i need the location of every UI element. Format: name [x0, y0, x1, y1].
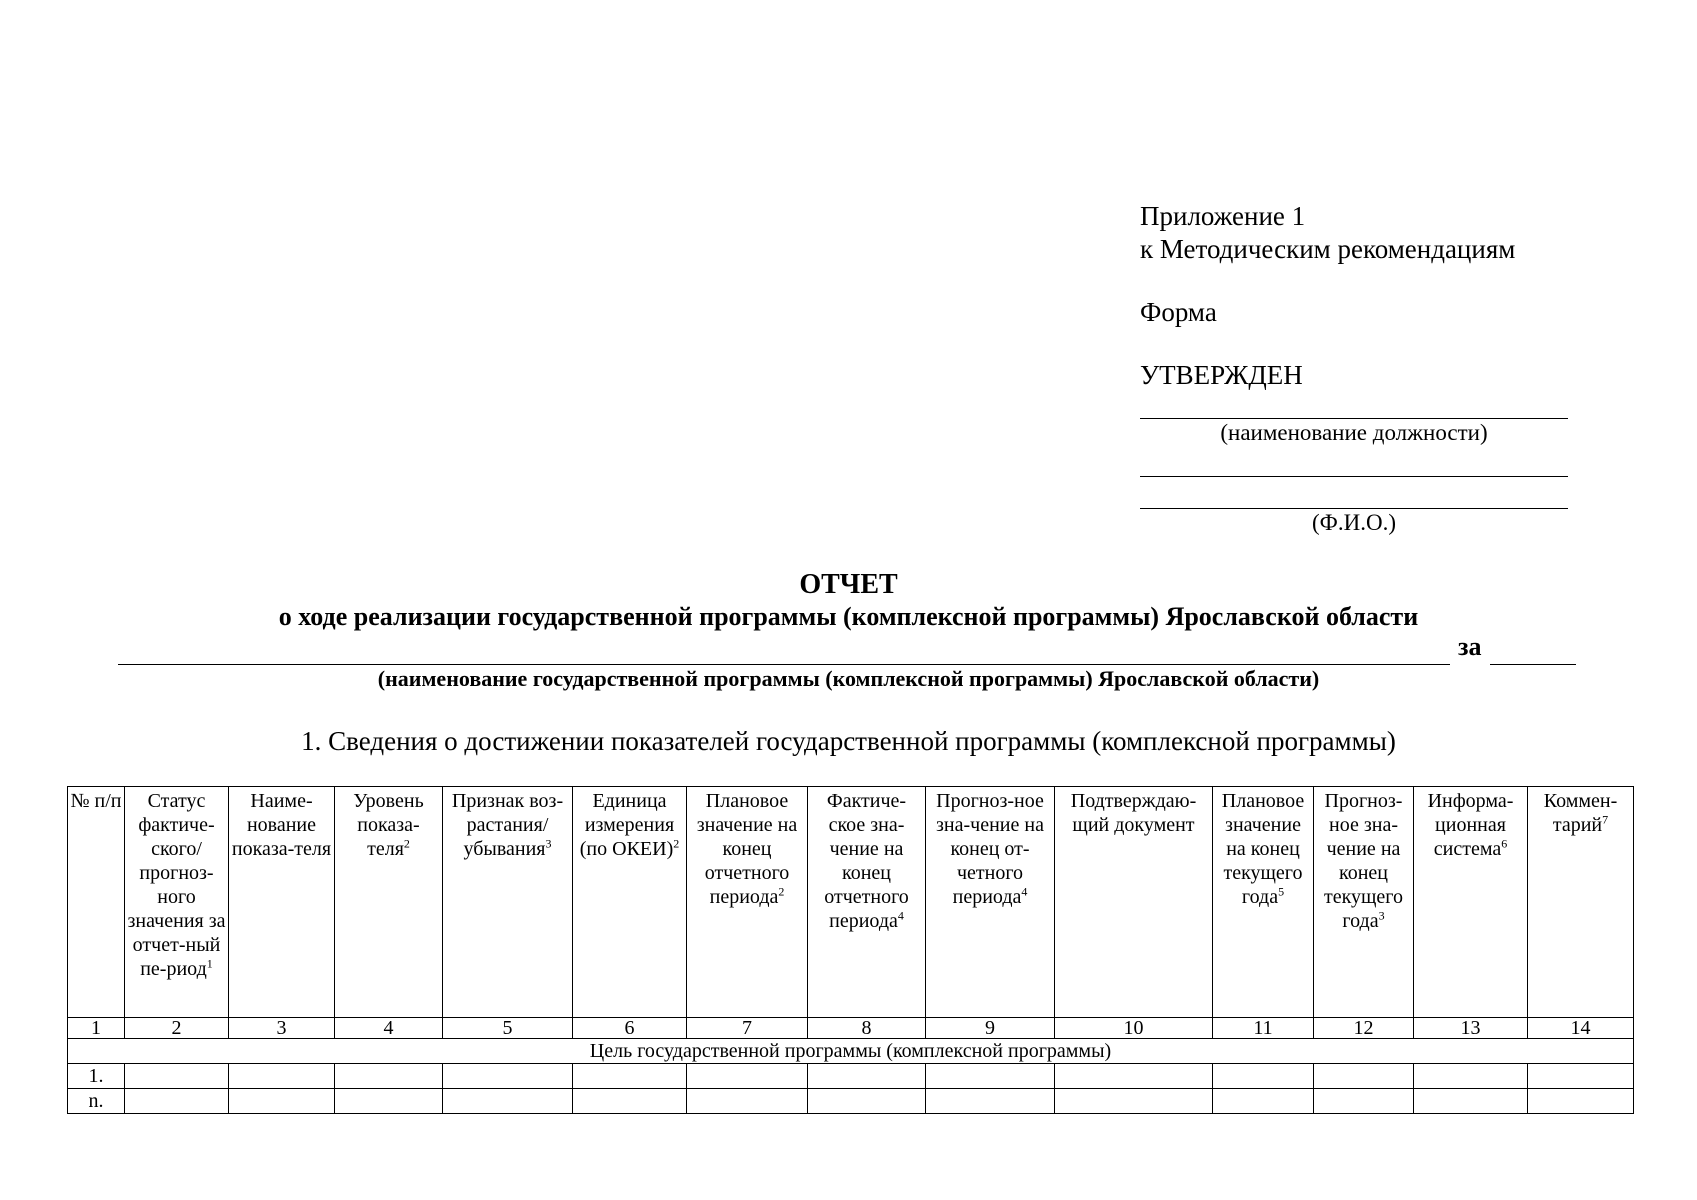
position-extra-line [1140, 476, 1568, 477]
table-cell [808, 1089, 926, 1114]
column-number: 2 [125, 1018, 229, 1039]
table-cell [335, 1064, 443, 1089]
form-label: Форма [1140, 297, 1217, 327]
goal-row [68, 1039, 1634, 1064]
table-cell [573, 1089, 687, 1114]
fio-signature-line [1140, 508, 1568, 509]
header-cell: Статус фактиче-ского/ прогноз-ного значения за отчет-ный пе-риод$^1$ [125, 787, 229, 1018]
column-number: 13 [1414, 1018, 1528, 1039]
column-number: 4 [335, 1018, 443, 1039]
table-cell [1213, 1089, 1314, 1114]
table-cell [1314, 1064, 1414, 1089]
goal-cell: Цель государственной программы (комплексной программы) [68, 1039, 1634, 1064]
header-cell: № п/п [68, 787, 125, 1018]
row-number: 1. [68, 1064, 125, 1089]
report-title: ОТЧЕТ [799, 569, 898, 600]
row-number: n. [68, 1089, 125, 1114]
header-cell: Коммен-тарий$^7$ [1528, 787, 1634, 1018]
table-cell [926, 1064, 1055, 1089]
table-cell [125, 1064, 229, 1089]
table-cell [573, 1064, 687, 1089]
table-cell [808, 1064, 926, 1089]
program-name-line [118, 664, 1450, 665]
header-cell: Подтверждаю-щий документ [1055, 787, 1213, 1018]
column-number: 1 [68, 1018, 125, 1039]
header-cell: Плановое значение на конец текущего года$^5$ [1213, 787, 1314, 1018]
position-caption: (наименование должности) [1220, 420, 1488, 445]
header-cell: Наиме-нование показа-теля [229, 787, 335, 1018]
table-cell [1414, 1089, 1528, 1114]
column-number: 3 [229, 1018, 335, 1039]
column-number: 5 [443, 1018, 573, 1039]
table-cell [1528, 1089, 1634, 1114]
table-cell [1528, 1064, 1634, 1089]
column-number: 8 [808, 1018, 926, 1039]
column-number: 12 [1314, 1018, 1414, 1039]
column-number: 9 [926, 1018, 1055, 1039]
table-cell [229, 1064, 335, 1089]
table-cell [1414, 1064, 1528, 1089]
table-cell [926, 1089, 1055, 1114]
header-row [68, 787, 1634, 1018]
header-cell: Фактиче-ское зна-чение на конец отчетного периода$^4$ [808, 787, 926, 1018]
period-label: за [1458, 632, 1482, 661]
header-cell: Прогноз-ное зна-чение на конец от-четного периода$^4$ [926, 787, 1055, 1018]
appendix-line-1: Приложение 1 [1140, 201, 1306, 231]
table-cell [229, 1089, 335, 1114]
report-subtitle: о ходе реализации государственной программы (комплексной программы) Ярославской области [278, 602, 1419, 631]
section-title: 1. Сведения о достижении показателей государственной программы (комплексной программы) [301, 726, 1396, 756]
table-cell [687, 1064, 808, 1089]
header-cell: Единица измерения (по ОКЕИ)$^2$ [573, 787, 687, 1018]
period-line [1490, 664, 1576, 665]
table-cell [335, 1089, 443, 1114]
table-cell [1055, 1089, 1213, 1114]
header-cell: Признак воз-растания/ убывания$^3$ [443, 787, 573, 1018]
table-cell [443, 1064, 573, 1089]
indicators-table [67, 786, 1634, 1114]
header-cell: Уровень показа-теля$^2$ [335, 787, 443, 1018]
table-row [68, 1064, 1634, 1089]
table-row [68, 1089, 1634, 1114]
header-cell: Информа-ционная система$^6$ [1414, 787, 1528, 1018]
table-cell [1213, 1064, 1314, 1089]
column-number: 7 [687, 1018, 808, 1039]
table-cell [687, 1089, 808, 1114]
table-cell [443, 1089, 573, 1114]
column-number-row [68, 1018, 1634, 1039]
table-cell [1314, 1089, 1414, 1114]
fio-caption: (Ф.И.О.) [1312, 510, 1396, 535]
header-cell: Плановое значение на конец отчетного периода$^2$ [687, 787, 808, 1018]
program-name-caption: (наименование государственной программы (комплексной программы) Ярославской области) [377, 666, 1320, 691]
column-number: 10 [1055, 1018, 1213, 1039]
appendix-block [1140, 200, 1580, 392]
approved-label: УТВЕРЖДЕН [1140, 360, 1303, 390]
column-number: 11 [1213, 1018, 1314, 1039]
column-number: 14 [1528, 1018, 1634, 1039]
position-signature-line [1140, 418, 1568, 419]
appendix-line-2: к Методическим рекомендациям [1140, 234, 1516, 264]
table-cell [1055, 1064, 1213, 1089]
column-number: 6 [573, 1018, 687, 1039]
table-cell [125, 1089, 229, 1114]
header-cell: Прогноз-ное зна-чение на конец текущего года$^3$ [1314, 787, 1414, 1018]
